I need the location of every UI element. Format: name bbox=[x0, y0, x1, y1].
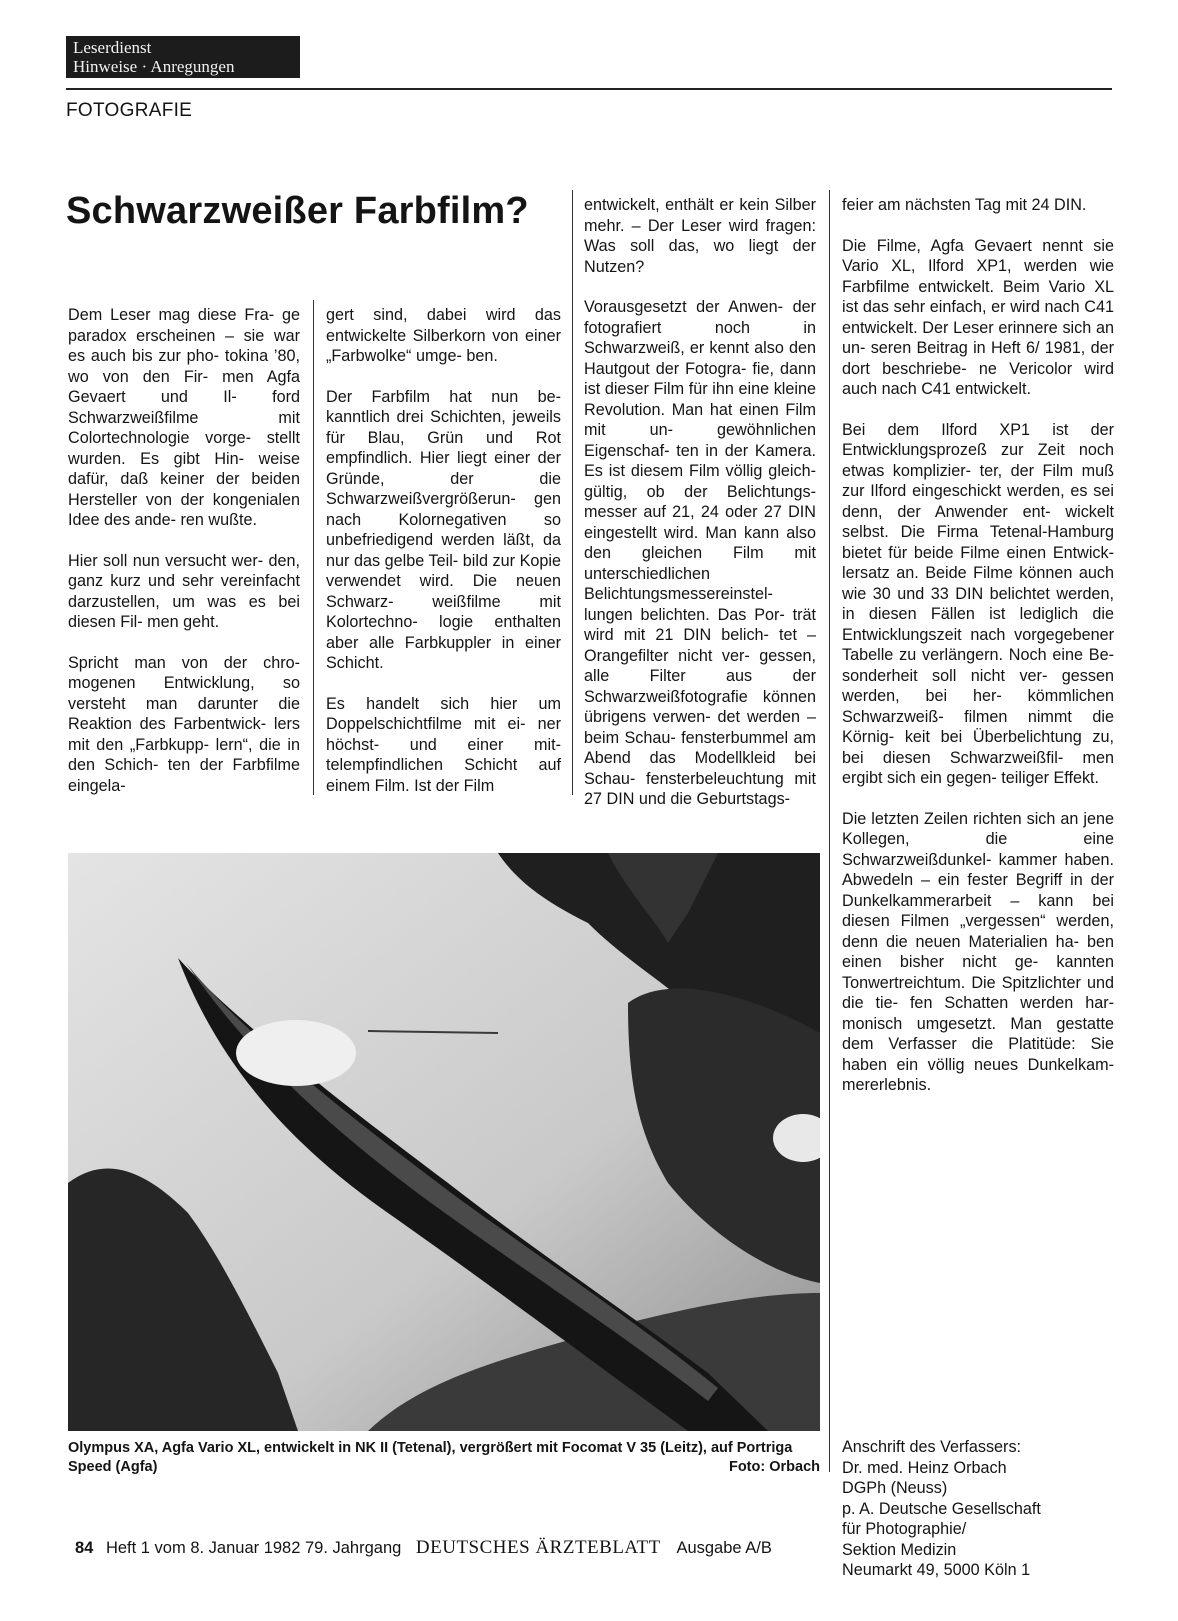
address-line: Dr. med. Heinz Orbach bbox=[842, 1458, 1007, 1477]
paragraph: Vorausgesetzt der Anwen- der fotografiert noch in Schwarzweiß, er kennt also den Hautgout der Fotogra- fie, dann ist dieser Film für ihn eine kleine Revolution. Man hat einen Film mit un- gewöhnlichen Eigenschaf- ten in der Kamera. Es ist diesem Film völlig gleich- gültig, ob der Belichtungs- messer auf 21, 24 oder 27 DIN eingestellt wird. Man kann also den gleichen Film mit unterschiedlichen Belichtungsmessereinstel- lungen belichten. Das Por- trät wird mit 21 DIN belich- tet – Orangefilter nicht ver- gessen, alle Filter aus der Schwarzweißfotografie können übrigens verwen- det werden – beim Schau- fensterbummel am Abend das Modellkleid bei Schau- fensterbeleuchtung mit 27 DIN und die Geburtstags- bbox=[584, 298, 816, 808]
canoe-photo bbox=[68, 853, 820, 1431]
paragraph: Es handelt sich hier um Doppelschichtfilme mit ei- ner höchst- und einer mit- telempfindlichen Schicht auf einem Film. Ist der Film bbox=[326, 694, 561, 795]
address-line: DGPh (Neuss) bbox=[842, 1479, 948, 1497]
page-number: 84 bbox=[75, 1539, 94, 1557]
paragraph: Spricht man von der chro- mogenen Entwicklung, so versteht man darunter die Reaktion des Farbentwick- lers mit den „Farbkupp- lern“, die in den Schich- ten der Farbfilme eingela- bbox=[68, 653, 300, 795]
photo-caption bbox=[68, 1439, 820, 1477]
text-column-2 bbox=[326, 305, 561, 816]
paragraph: Die letzten Zeilen richten sich an jene Kollegen, die eine Schwarzweißdunkel- kammer haben. Abwedeln – ein fester Begriff in der Dunkelkammerarbeit – kann bei diesen Filmen „vergessen“ werden, denn die neuen Materialien ha- ben einen bisher nicht ge- kannten Tonwertreichtum. Die Spitzlichter und die tie- fen Schatten werden har- monisch umgesetzt. Man gestatte dem Verfasser die Platitüde: Sie haben ein völlig neues Dunkelkam- mererlebnis. bbox=[842, 809, 1114, 1094]
address-line: Sektion Medizin bbox=[842, 1540, 957, 1559]
text-column-3 bbox=[584, 195, 816, 830]
paragraph: Der Farbfilm hat nun be- kanntlich drei Schichten, jeweils für Blau, Grün und Rot empfindlich. Hier liegt einer der Gründe, der die Schwarzweißvergrößerun- gen nach Kolornegativen so unbefriedigend werden läßt, da nur das gelbe Teil- bild zur Kopie verwendet wird. Die neuen Schwarz- weißfilme mit Kolortechno- logie enthalten aber alle Farbkuppler in einer Schicht. bbox=[326, 387, 561, 672]
paragraph: entwickelt, enthält er kein Silber mehr. – Der Leser wird fragen: Was soll das, wo liegt der Nutzen? bbox=[584, 196, 816, 276]
column-badge bbox=[66, 36, 300, 78]
badge-line-2: Hinweise · Anregungen bbox=[73, 57, 235, 76]
author-address bbox=[842, 1437, 1114, 1581]
journal-name: DEUTSCHES ÄRZTEBLATT bbox=[415, 1537, 661, 1558]
edition-info: Ausgabe A/B bbox=[676, 1539, 772, 1557]
paragraph: feier am nächsten Tag mit 24 DIN. bbox=[842, 196, 1087, 214]
paragraph: Hier soll nun versucht wer- den, ganz kurz und sehr vereinfacht darzustellen, um was es bei diesen Fil- men geht. bbox=[68, 551, 300, 631]
issue-info: Heft 1 vom 8. Januar 1982 79. Jahrgang bbox=[105, 1539, 402, 1557]
column-divider bbox=[829, 190, 830, 1472]
column-divider bbox=[572, 190, 573, 795]
address-line: p. A. Deutsche Gesellschaft bbox=[842, 1499, 1041, 1518]
address-line: Anschrift des Verfassers: bbox=[842, 1438, 1022, 1456]
badge-line-1: Leserdienst bbox=[73, 38, 152, 57]
header-rule bbox=[66, 88, 1112, 90]
section-label: FOTOGRAFIE bbox=[66, 100, 193, 121]
address-line: Neumarkt 49, 5000 Köln 1 bbox=[842, 1561, 1031, 1579]
paragraph: Die Filme, Agfa Gevaert nennt sie Vario XL, Ilford XP1, werden wie Farbfilme entwickelt. Beim Vario XL ist das sehr einfach, er wird nach C41 entwickelt. Der Leser erinnere sich an un- seren Beitrag in Heft 6/ 1981, der dort beschriebe- ne Vericolor wird auch nach C41 entwickelt. bbox=[842, 236, 1114, 398]
text-column-1 bbox=[68, 305, 300, 816]
text-column-4 bbox=[842, 195, 1114, 1116]
article-title: Schwarzweißer Farbfilm? bbox=[66, 190, 529, 232]
paragraph: gert sind, dabei wird das entwickelte Silberkorn von einer „Farbwolke“ umge- ben. bbox=[326, 306, 561, 365]
photo-credit: Foto: Orbach bbox=[728, 1459, 820, 1475]
paragraph: Dem Leser mag diese Fra- ge paradox erscheinen – sie war es auch bis zur pho- tokina ’80, wo von den Fir- men Agfa Gevaert und Il- ford Schwarzweißfilme mit Colortechnologie vorge- stellt wurden. Es gibt Hin- weise dafür, daß keiner der beiden Hersteller von der kongenialen Idee des ande- ren wußte. bbox=[68, 306, 300, 529]
paragraph: Bei dem Ilford XP1 ist der Entwicklungsprozeß zur Zeit noch etwas komplizier- ter, der Film muß zur Ilford eingeschickt werden, es sei denn, der Anwender ent- wickelt selbst. Die Firma Tetenal-Hamburg bietet für beide Filme einen Entwick- lersatz an. Beide Filme können auch wie 30 und 33 DIN belichtet werden, in diesen Fällen ist lediglich die Entwicklungszeit nach vorgegebener Tabelle zu verlängern. Noch eine Be- sonderheit soll nicht ver- gessen werden, bei her- kömmlichen Schwarzweiß- filmen nimmt die Körnig- keit bei Überbelichtung zu, bei diesen Schwarzweißfil- men ergibt sich ein gegen- teiliger Effekt. bbox=[842, 420, 1114, 787]
page-footer bbox=[75, 1537, 772, 1559]
column-divider bbox=[313, 300, 314, 795]
address-line: für Photographie/ bbox=[842, 1520, 967, 1538]
caption-text: Olympus XA, Agfa Vario XL, entwickelt in NK II (Tetenal), vergrößert mit Focomat V 35 (Leitz), auf Portriga Speed (Agfa) bbox=[68, 1440, 793, 1475]
